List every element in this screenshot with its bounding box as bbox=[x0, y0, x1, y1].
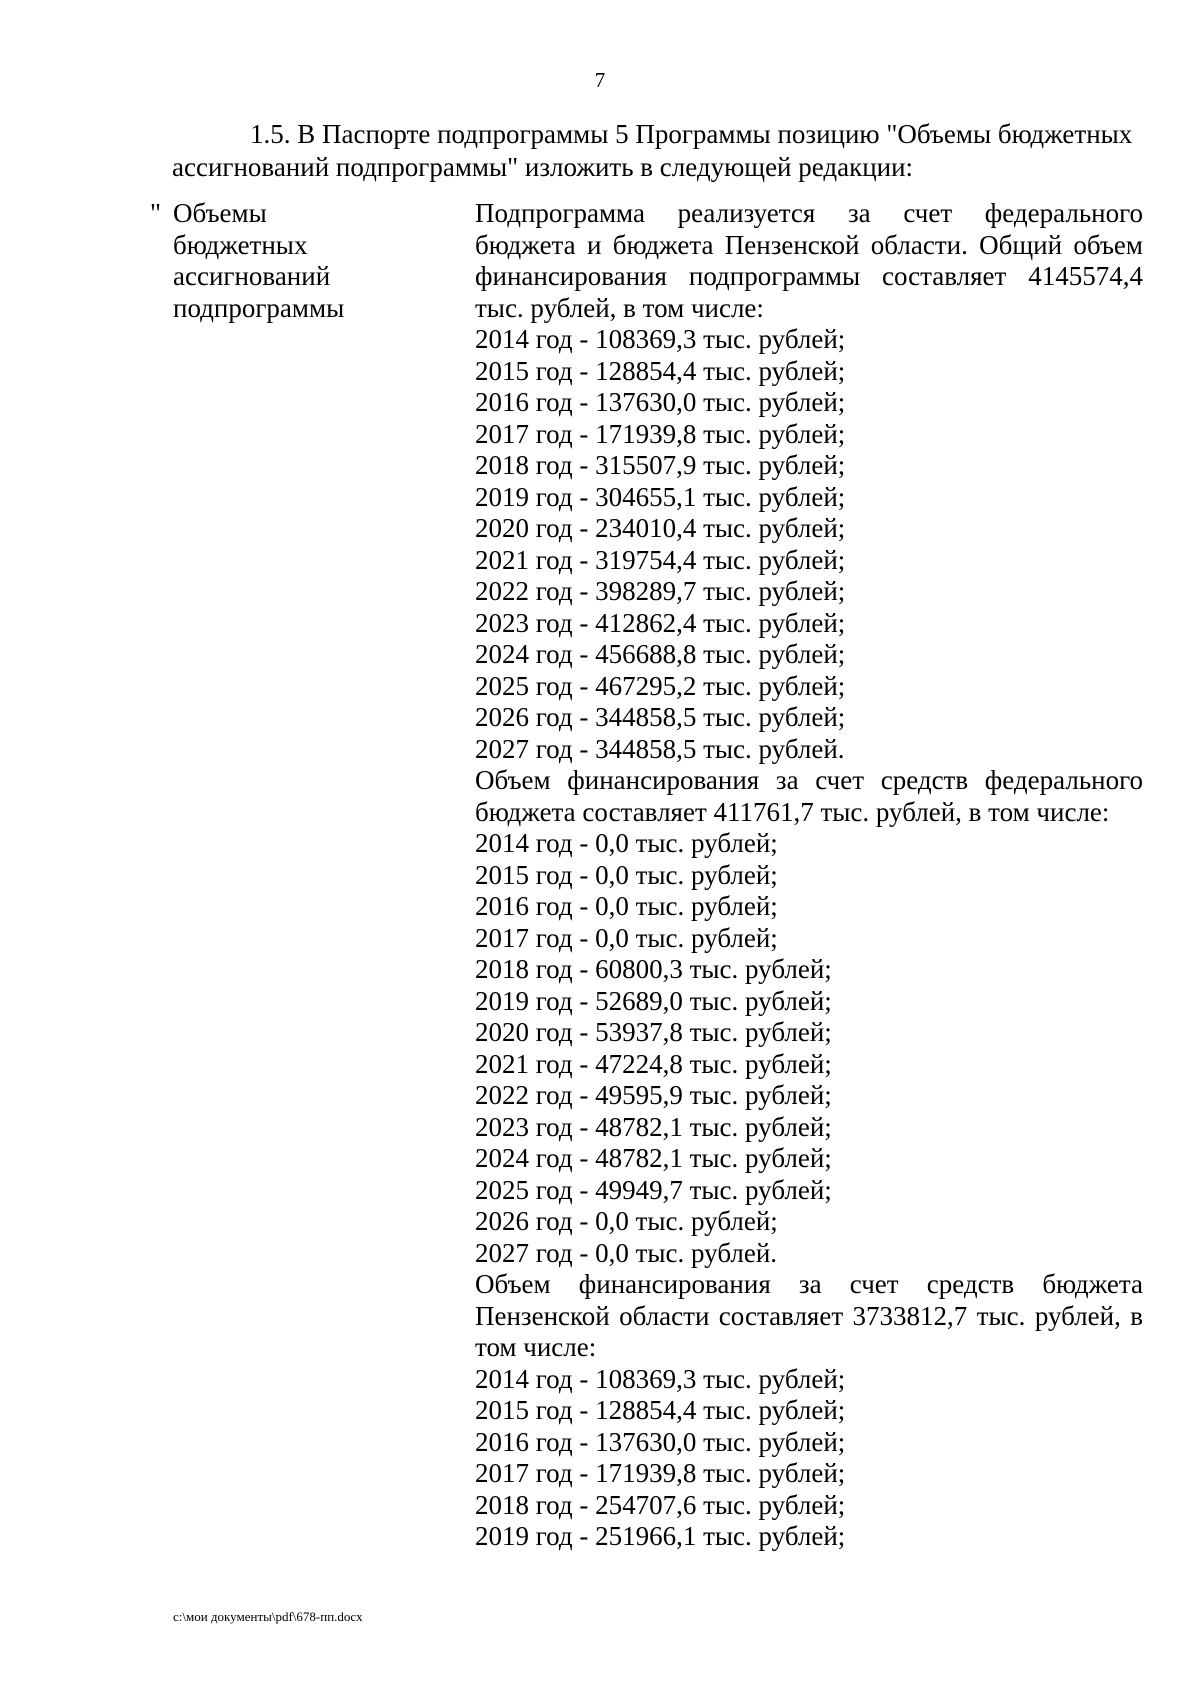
position-label-line: подпрограммы bbox=[173, 292, 345, 323]
year-line: 2024 год - 48782,1 тыс. рублей; bbox=[475, 1143, 832, 1173]
year-line: 2022 год - 398289,7 тыс. рублей; bbox=[475, 576, 846, 606]
year-line: 2015 год - 0,0 тыс. рублей; bbox=[475, 859, 778, 890]
year-line: 2018 год - 315507,9 тыс. рублей; bbox=[475, 450, 846, 480]
year-line: 2019 год - 304655,1 тыс. рублей; bbox=[475, 481, 846, 512]
year-line: 2021 год - 47224,8 тыс. рублей; bbox=[475, 1048, 832, 1079]
year-line: 2025 год - 49949,7 тыс. рублей; bbox=[475, 1174, 832, 1205]
position-label-line: Объемы bbox=[173, 198, 267, 228]
year-line: 2025 год - 467295,2 тыс. рублей; bbox=[475, 670, 846, 701]
year-line: 2026 год - 0,0 тыс. рублей; bbox=[475, 1206, 778, 1236]
year-line: 2015 год - 128854,4 тыс. рублей; bbox=[475, 355, 846, 386]
intro-paragraph bbox=[172, 118, 1142, 184]
year-line: 2027 год - 0,0 тыс. рублей. bbox=[475, 1237, 778, 1268]
year-line: 2018 год - 254707,6 тыс. рублей; bbox=[475, 1489, 846, 1520]
regional-financing-paragraph: Объем финансирования за счет средств бюджета Пензенской области составляет 3733812,7 тыс. рублей, в том числе: bbox=[475, 1269, 1143, 1362]
year-line: 2022 год - 49595,9 тыс. рублей; bbox=[475, 1080, 832, 1110]
year-line: 2024 год - 456688,8 тыс. рублей; bbox=[475, 639, 846, 669]
year-line: 2019 год - 52689,0 тыс. рублей; bbox=[475, 985, 832, 1016]
total-financing-paragraph: Подпрограмма реализуется за счет федерального бюджета и бюджета Пензенской области. Общий объем финансирования подпрограммы составляет 4145574,4 тыс. рублей, в том числе: bbox=[475, 198, 1143, 323]
federal-financing-paragraph: Объем финансирования за счет средств федерального бюджета составляет 411761,7 тыс. рублей, в том числе: bbox=[475, 765, 1143, 827]
year-line: 2026 год - 344858,5 тыс. рублей; bbox=[475, 702, 846, 732]
position-label-line: бюджетных bbox=[173, 229, 308, 260]
year-line: 2017 год - 171939,8 тыс. рублей; bbox=[475, 418, 846, 449]
year-line: 2015 год - 128854,4 тыс. рублей; bbox=[475, 1395, 846, 1425]
total-years-list bbox=[475, 324, 1143, 765]
year-line: 2023 год - 48782,1 тыс. рублей; bbox=[475, 1111, 832, 1142]
year-line: 2019 год - 251966,1 тыс. рублей; bbox=[475, 1521, 846, 1551]
footer-file-path: c:\мои документы\pdf\678-пп.docx bbox=[173, 1609, 363, 1624]
intro-line-1: 1.5. В Паспорте подпрограммы 5 Программы позицию "Объемы бюджетных bbox=[250, 119, 1133, 149]
federal-years-list bbox=[475, 828, 1143, 1269]
position-label-column bbox=[173, 198, 423, 324]
intro-line-2: ассигнований подпрограммы" изложить в следующей редакции: bbox=[172, 152, 914, 182]
year-line: 2020 год - 234010,4 тыс. рублей; bbox=[475, 513, 846, 543]
year-line: 2021 год - 319754,4 тыс. рублей; bbox=[475, 544, 846, 575]
year-line: 2027 год - 344858,5 тыс. рублей. bbox=[475, 733, 845, 764]
page-number: 7 bbox=[594, 68, 606, 92]
year-line: 2014 год - 108369,3 тыс. рублей; bbox=[475, 1363, 846, 1394]
open-quote-mark: " bbox=[150, 198, 162, 228]
year-line: 2014 год - 0,0 тыс. рублей; bbox=[475, 828, 778, 858]
year-line: 2017 год - 171939,8 тыс. рублей; bbox=[475, 1458, 846, 1488]
year-line: 2018 год - 60800,3 тыс. рублей; bbox=[475, 954, 832, 984]
year-line: 2014 год - 108369,3 тыс. рублей; bbox=[475, 324, 846, 354]
position-label-line: ассигнований bbox=[173, 261, 331, 291]
year-line: 2016 год - 137630,0 тыс. рублей; bbox=[475, 1426, 846, 1457]
year-line: 2016 год - 137630,0 тыс. рублей; bbox=[475, 387, 846, 417]
position-content-column bbox=[475, 198, 1143, 1553]
year-line: 2016 год - 0,0 тыс. рублей; bbox=[475, 891, 778, 921]
regional-years-list bbox=[475, 1364, 1143, 1553]
year-line: 2020 год - 53937,8 тыс. рублей; bbox=[475, 1017, 832, 1047]
year-line: 2017 год - 0,0 тыс. рублей; bbox=[475, 922, 778, 953]
year-line: 2023 год - 412862,4 тыс. рублей; bbox=[475, 607, 846, 638]
